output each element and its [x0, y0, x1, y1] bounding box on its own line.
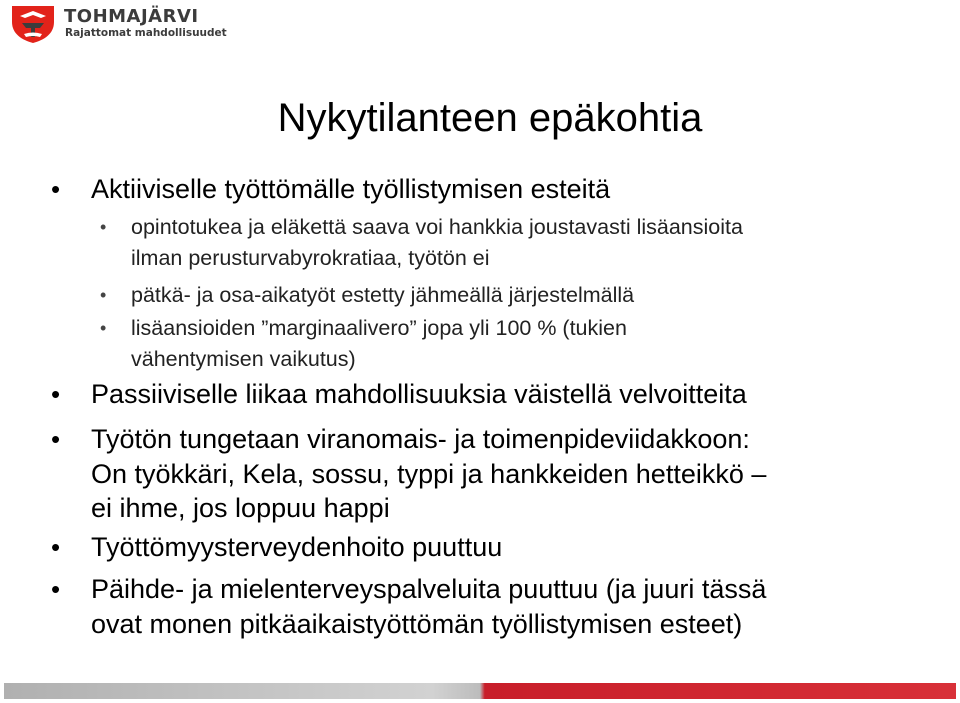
bullet-text: ei ihme, jos loppuu happi — [91, 493, 390, 523]
bullet-bureaucracy-jungle — [91, 422, 766, 526]
bullet-text: ovat monen pitkäaikaistyöttömän työllistymisen esteet) — [91, 608, 743, 639]
bullet-passive-unemployed — [91, 377, 747, 412]
slide-title: Nykytilanteen epäkohtia — [277, 96, 703, 140]
bullet-text: Aktiiviselle työttömälle työllistymisen esteitä — [91, 174, 611, 204]
bullet-text: ilman perusturvabyrokratiaa, työtön ei — [131, 245, 490, 270]
bullet-text: vähentymisen vaikutus) — [131, 346, 356, 371]
bullet-healthcare-missing — [91, 530, 502, 565]
sub-bullet-marginal-tax — [131, 313, 627, 374]
bullet-text: On työkkäri, Kela, sossu, typpi ja hankkeiden hetteikkö – — [91, 458, 767, 489]
bullet-text: pätkä- ja osa-aikatyöt estetty jähmeällä järjestelmällä — [131, 283, 635, 307]
bullet-text: opintotukea ja eläkettä saava voi hankkia joustavasti lisäansioita — [131, 215, 743, 239]
coat-of-arms-icon — [8, 4, 58, 44]
bullet-active-unemployed — [91, 172, 610, 207]
logo — [8, 4, 227, 42]
bullet-text: Päihde- ja mielenterveyspalveluita puuttuu (ja juuri tässä — [91, 574, 767, 604]
bullet-text: Passiiviselle liikaa mahdollisuuksia väistellä velvoitteita — [91, 379, 747, 409]
logo-name: TOHMAJÄRVI — [64, 6, 199, 27]
bullet-text: lisäansioiden ”marginaalivero” jopa yli 100 % (tukien — [131, 316, 627, 340]
logo-tagline: Rajattomat mahdollisuudet — [65, 27, 227, 39]
footer-bar — [4, 683, 956, 699]
bullet-text: Työtön tungetaan viranomais- ja toimenpideviidakkoon: — [91, 424, 750, 454]
bullet-text: Työttömyysterveydenhoito puuttuu — [91, 532, 503, 562]
sub-bullet-temp-work — [131, 280, 634, 311]
sub-bullet-study-pension — [131, 212, 743, 273]
bullet-substance-services — [91, 572, 766, 641]
